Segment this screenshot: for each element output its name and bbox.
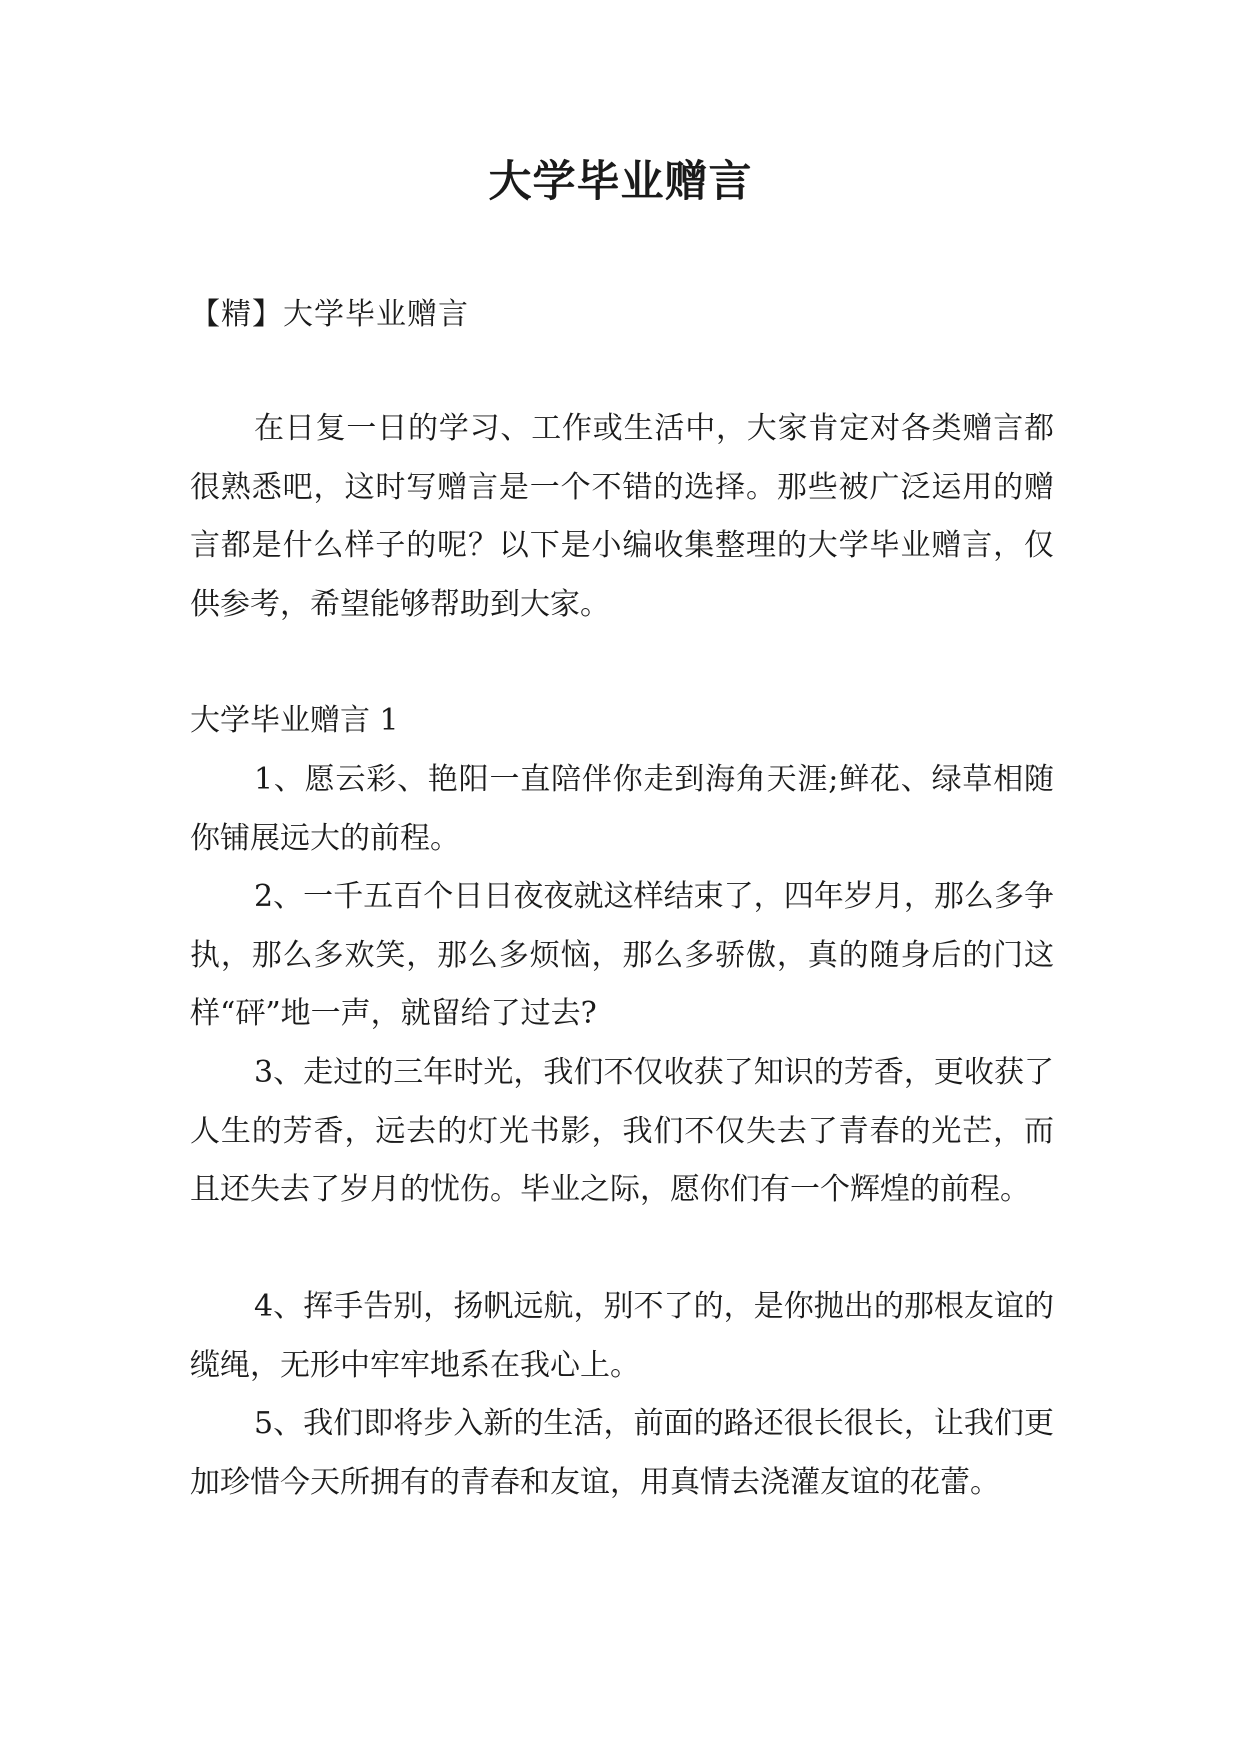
document-title: 大学毕业赠言 xyxy=(488,157,753,207)
list-item: 1、愿云彩、艳阳一直陪伴你走到海角天涯;鲜花、绿草相随你铺展远大的前程。 xyxy=(190,762,1054,856)
intro-paragraph: 在日复一日的学习、工作或生活中，大家肯定对各类赠言都很熟悉吧，这时写赠言是一个不错的选择。那些被广泛运用的赠言都是什么样子的呢？以下是小编收集整理的大学毕业赠言，仅供参考，希望能够帮助到大家。 xyxy=(190,411,1054,622)
list-item: 3、走过的三年时光，我们不仅收获了知识的芳香，更收获了人生的芳香，远去的灯光书影，我们不仅失去了青春的光芒，而且还失去了岁月的忧伤。毕业之际，愿你们有一个辉煌的前程。 xyxy=(190,1055,1054,1207)
list-item: 5、我们即将步入新的生活，前面的路还很长很长，让我们更加珍惜今天所拥有的青春和友谊，用真情去浇灌友谊的花蕾。 xyxy=(190,1406,1054,1500)
list-item: 4、挥手告别，扬帆远航，别不了的，是你抛出的那根友谊的缆绳，无形中牢牢地系在我心上。 xyxy=(190,1289,1054,1383)
section-heading: 大学毕业赠言 1 xyxy=(190,703,399,738)
document-subtitle: 【精】大学毕业赠言 xyxy=(190,297,469,332)
list-item: 2、一千五百个日日夜夜就这样结束了，四年岁月，那么多争执，那么多欢笑，那么多烦恼，那么多骄傲，真的随身后的门这样“砰”地一声，就留给了过去? xyxy=(190,879,1054,1031)
